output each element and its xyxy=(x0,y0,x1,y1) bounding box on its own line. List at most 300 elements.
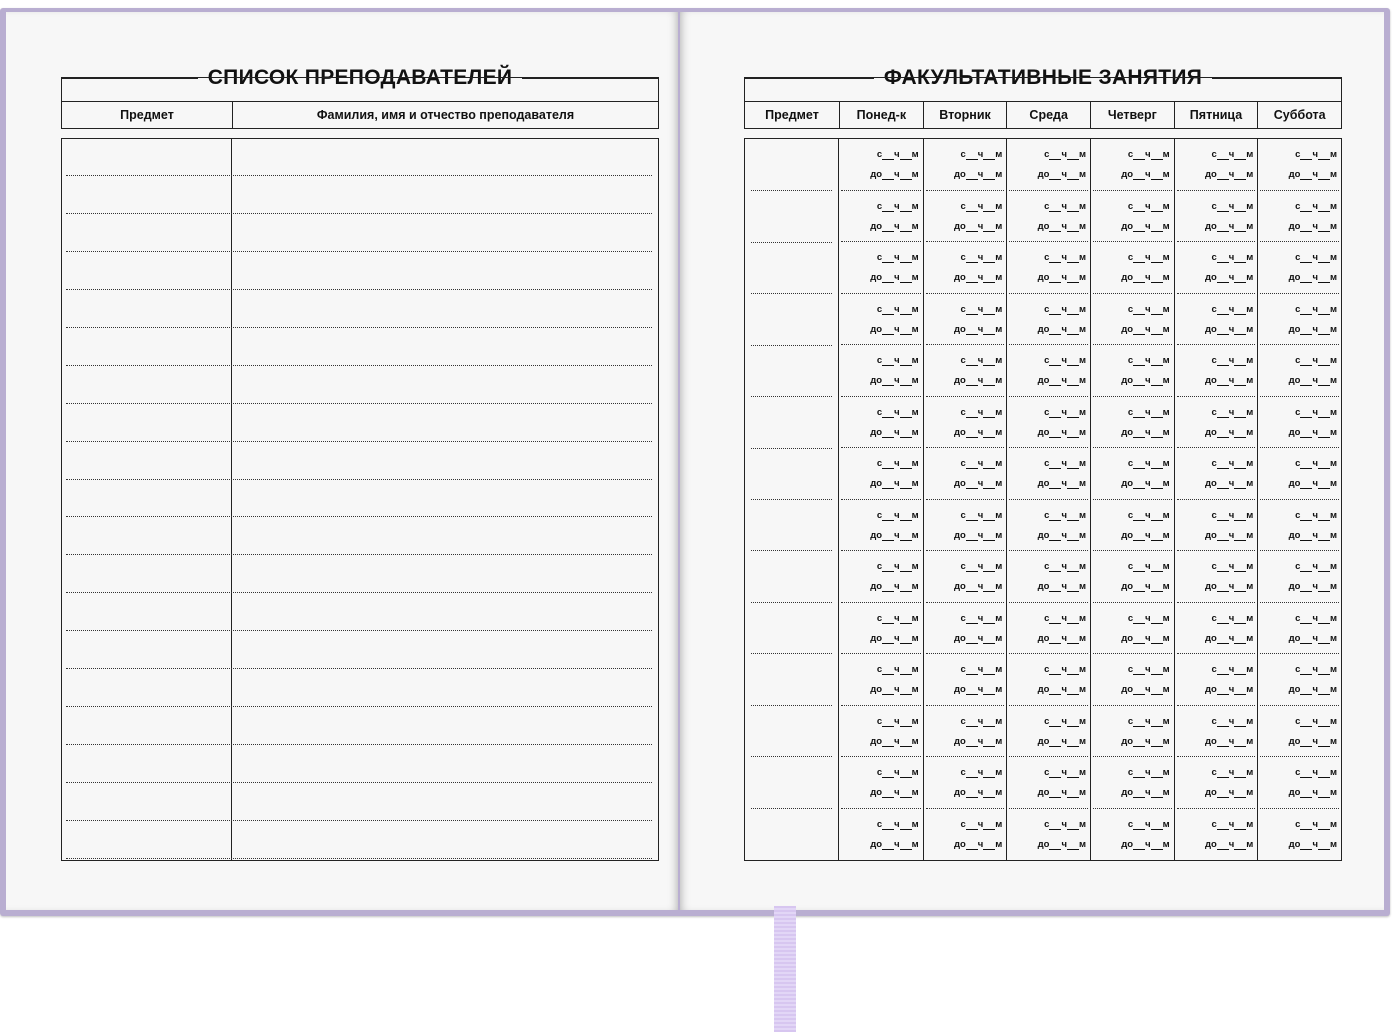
time-cell xyxy=(923,654,1007,706)
header-teacher: Фамилия, имя и отчество преподавателя xyxy=(232,102,658,128)
time-from-line xyxy=(960,511,1002,521)
from-label: с xyxy=(1211,406,1217,418)
time-cell xyxy=(839,294,923,346)
minutes-label: м xyxy=(911,478,919,489)
minutes-label: м xyxy=(1078,406,1086,418)
time-to-line xyxy=(1121,840,1169,850)
hours-label: ч xyxy=(977,787,984,798)
hours-label: ч xyxy=(1061,272,1067,283)
minutes-label: м xyxy=(1329,220,1337,232)
time-cell xyxy=(1257,603,1341,655)
minutes-label: м xyxy=(1246,375,1254,386)
hours-label: ч xyxy=(1312,355,1318,366)
minutes-label: м xyxy=(1329,458,1337,469)
hours-label: ч xyxy=(1145,458,1151,469)
from-label: с xyxy=(1127,509,1134,521)
time-cell xyxy=(923,757,1007,809)
time-cell xyxy=(1090,345,1174,397)
time-cell xyxy=(1257,757,1341,809)
to-label: до xyxy=(1288,735,1301,747)
minutes-label: м xyxy=(1162,664,1170,675)
time-to-line xyxy=(1289,376,1337,386)
hours-label: ч xyxy=(1145,252,1151,263)
hours-label: ч xyxy=(894,612,900,624)
from-label: с xyxy=(1211,509,1217,521)
from-label: с xyxy=(876,303,883,315)
to-label: до xyxy=(953,735,966,747)
minutes-label: м xyxy=(1329,252,1337,263)
hours-label: ч xyxy=(1145,200,1151,212)
minutes-label: м xyxy=(1162,632,1170,644)
time-cell xyxy=(1257,706,1341,758)
hours-label: ч xyxy=(1145,715,1151,727)
time-cell xyxy=(1090,706,1174,758)
minutes-label: м xyxy=(1162,767,1170,778)
time-cell xyxy=(1257,448,1341,500)
minutes-label: м xyxy=(911,406,919,418)
time-from-line xyxy=(1044,253,1086,263)
time-from-line xyxy=(1128,614,1170,624)
to-label: до xyxy=(1288,838,1301,850)
hours-label: ч xyxy=(894,200,900,212)
hours-label: ч xyxy=(977,252,984,263)
to-label: до xyxy=(1121,220,1134,232)
time-to-line xyxy=(1289,222,1337,232)
hours-label: ч xyxy=(1228,375,1235,386)
to-label: до xyxy=(1288,529,1301,541)
minutes-label: м xyxy=(1329,818,1337,830)
minutes-label: м xyxy=(995,478,1003,489)
time-from-line xyxy=(1295,150,1337,160)
from-label: с xyxy=(1295,715,1301,727)
minutes-label: м xyxy=(1078,632,1086,644)
time-cell xyxy=(1174,654,1258,706)
to-label: до xyxy=(870,375,883,386)
hours-label: ч xyxy=(1145,355,1151,366)
time-cell xyxy=(1090,448,1174,500)
hours-label: ч xyxy=(977,478,984,489)
time-cell xyxy=(1006,345,1090,397)
time-to-line xyxy=(870,325,918,335)
minutes-label: м xyxy=(911,272,919,283)
from-label: с xyxy=(960,149,966,160)
from-label: с xyxy=(1211,664,1217,675)
minutes-label: м xyxy=(1329,406,1337,418)
to-label: до xyxy=(1121,735,1134,747)
hours-label: ч xyxy=(977,375,984,386)
to-label: до xyxy=(1288,581,1301,592)
to-label: до xyxy=(953,478,966,489)
hours-label: ч xyxy=(1061,252,1067,263)
hours-label: ч xyxy=(1312,200,1318,212)
to-label: до xyxy=(1288,323,1301,335)
to-label: до xyxy=(870,220,883,232)
time-to-line xyxy=(1289,840,1337,850)
minutes-label: м xyxy=(1246,581,1254,592)
hours-label: ч xyxy=(894,509,900,521)
time-cell xyxy=(1257,551,1341,603)
to-label: до xyxy=(1121,581,1134,592)
time-to-line xyxy=(954,273,1002,283)
minutes-label: м xyxy=(1078,149,1086,160)
hours-label: ч xyxy=(1061,561,1067,572)
time-to-line xyxy=(1205,170,1253,180)
teacher-row-line xyxy=(66,213,652,214)
minutes-label: м xyxy=(1329,787,1337,798)
time-from-line xyxy=(1295,614,1337,624)
minutes-label: м xyxy=(911,715,919,727)
from-label: с xyxy=(1044,200,1050,212)
minutes-label: м xyxy=(1246,272,1254,283)
time-cell xyxy=(1174,448,1258,500)
minutes-label: м xyxy=(1162,561,1170,572)
teacher-row-line xyxy=(66,516,652,517)
to-label: до xyxy=(870,478,883,489)
minutes-label: м xyxy=(1078,787,1086,798)
to-label: до xyxy=(1037,323,1050,335)
from-label: с xyxy=(1044,715,1050,727)
minutes-label: м xyxy=(1078,375,1086,386)
subject-row-line xyxy=(751,808,832,809)
hours-label: ч xyxy=(1312,509,1318,521)
time-from-line xyxy=(877,150,919,160)
time-from-line xyxy=(1211,202,1253,212)
time-to-line xyxy=(1205,788,1253,798)
time-cell xyxy=(1006,603,1090,655)
from-label: с xyxy=(1127,355,1134,366)
from-label: с xyxy=(960,818,966,830)
time-from-line xyxy=(1044,202,1086,212)
minutes-label: м xyxy=(1329,612,1337,624)
minutes-label: м xyxy=(911,529,919,541)
minutes-label: м xyxy=(1329,303,1337,315)
hours-label: ч xyxy=(1145,632,1151,644)
hours-label: ч xyxy=(1061,787,1067,798)
hours-label: ч xyxy=(1145,426,1151,438)
hours-label: ч xyxy=(894,355,900,366)
teacher-row-line xyxy=(66,441,652,442)
time-to-line xyxy=(1121,634,1169,644)
minutes-label: м xyxy=(995,272,1003,283)
time-to-line xyxy=(1205,737,1253,747)
hours-label: ч xyxy=(1228,169,1235,180)
hours-label: ч xyxy=(1145,478,1151,489)
time-to-line xyxy=(1205,582,1253,592)
time-cell xyxy=(1174,603,1258,655)
to-label: до xyxy=(953,581,966,592)
minutes-label: м xyxy=(1078,355,1086,366)
time-to-line xyxy=(1205,634,1253,644)
hours-label: ч xyxy=(1145,838,1151,850)
to-label: до xyxy=(870,323,883,335)
time-to-line xyxy=(1121,685,1169,695)
to-label: до xyxy=(1121,426,1134,438)
minutes-label: м xyxy=(1078,426,1086,438)
header-day-fri: Пятница xyxy=(1174,102,1258,128)
time-cell xyxy=(923,191,1007,243)
to-label: до xyxy=(953,838,966,850)
minutes-label: м xyxy=(995,323,1003,335)
to-label: до xyxy=(1121,272,1134,283)
hours-label: ч xyxy=(1061,664,1067,675)
hours-label: ч xyxy=(1228,632,1235,644)
from-label: с xyxy=(1044,303,1050,315)
minutes-label: м xyxy=(995,426,1003,438)
hours-label: ч xyxy=(1228,612,1235,624)
time-from-line xyxy=(1044,562,1086,572)
from-label: с xyxy=(1295,200,1301,212)
time-cell xyxy=(1090,139,1174,191)
minutes-label: м xyxy=(1162,838,1170,850)
time-from-line xyxy=(1295,202,1337,212)
hours-label: ч xyxy=(1312,303,1318,315)
time-from-line xyxy=(1211,511,1253,521)
time-cell xyxy=(923,294,1007,346)
hours-label: ч xyxy=(1145,169,1151,180)
minutes-label: м xyxy=(1329,478,1337,489)
teacher-row-line xyxy=(66,782,652,783)
time-from-line xyxy=(877,202,919,212)
to-label: до xyxy=(1204,735,1217,747)
hours-label: ч xyxy=(977,664,984,675)
time-cell xyxy=(1006,191,1090,243)
hours-label: ч xyxy=(977,149,984,160)
time-from-line xyxy=(1044,614,1086,624)
minutes-label: м xyxy=(911,426,919,438)
time-from-line xyxy=(1044,717,1086,727)
time-to-line xyxy=(1038,376,1086,386)
time-from-line xyxy=(1295,768,1337,778)
hours-label: ч xyxy=(977,272,984,283)
hours-label: ч xyxy=(1228,272,1235,283)
time-to-line xyxy=(1289,582,1337,592)
hours-label: ч xyxy=(977,838,984,850)
from-label: с xyxy=(1211,612,1217,624)
hours-label: ч xyxy=(894,252,900,263)
hours-label: ч xyxy=(1145,767,1151,778)
hours-label: ч xyxy=(1312,612,1318,624)
time-cell xyxy=(1090,654,1174,706)
time-cell xyxy=(839,397,923,449)
time-to-line xyxy=(1038,685,1086,695)
hours-label: ч xyxy=(1145,561,1151,572)
hours-label: ч xyxy=(1228,664,1235,675)
time-cell xyxy=(839,706,923,758)
time-cell xyxy=(1090,757,1174,809)
minutes-label: м xyxy=(1329,355,1337,366)
to-label: до xyxy=(1121,169,1134,180)
to-label: до xyxy=(1204,529,1217,541)
hours-label: ч xyxy=(1228,818,1235,830)
time-to-line xyxy=(1121,325,1169,335)
time-from-line xyxy=(1128,665,1170,675)
hours-label: ч xyxy=(1228,529,1235,541)
subject-row-line xyxy=(751,242,832,243)
from-label: с xyxy=(960,612,966,624)
time-from-line xyxy=(877,511,919,521)
time-from-line xyxy=(1044,356,1086,366)
to-label: до xyxy=(1204,220,1217,232)
time-from-line xyxy=(960,356,1002,366)
time-cell xyxy=(1174,345,1258,397)
hours-label: ч xyxy=(894,735,900,747)
time-to-line xyxy=(1289,737,1337,747)
time-cell xyxy=(839,500,923,552)
from-label: с xyxy=(1044,664,1050,675)
minutes-label: м xyxy=(1162,426,1170,438)
minutes-label: м xyxy=(1246,355,1254,366)
hours-label: ч xyxy=(977,632,984,644)
to-label: до xyxy=(1037,735,1050,747)
to-label: до xyxy=(1121,838,1134,850)
time-cell xyxy=(1257,242,1341,294)
time-to-line xyxy=(954,582,1002,592)
to-label: до xyxy=(870,581,883,592)
time-cell xyxy=(1257,654,1341,706)
hours-label: ч xyxy=(1061,735,1067,747)
minutes-label: м xyxy=(995,375,1003,386)
from-label: с xyxy=(960,200,966,212)
to-label: до xyxy=(1288,169,1301,180)
minutes-label: м xyxy=(1162,200,1170,212)
to-label: до xyxy=(1288,375,1301,386)
time-to-line xyxy=(954,531,1002,541)
minutes-label: м xyxy=(1078,169,1086,180)
time-from-line xyxy=(1128,305,1170,315)
minutes-label: м xyxy=(1078,220,1086,232)
minutes-label: м xyxy=(1329,581,1337,592)
from-label: с xyxy=(876,149,883,160)
from-label: с xyxy=(960,767,966,778)
time-from-line xyxy=(1211,717,1253,727)
time-cell xyxy=(1174,397,1258,449)
minutes-label: м xyxy=(1329,200,1337,212)
hours-label: ч xyxy=(977,355,984,366)
minutes-label: м xyxy=(1246,735,1254,747)
time-cell xyxy=(1257,809,1341,861)
hours-label: ч xyxy=(1145,323,1151,335)
time-to-line xyxy=(1121,531,1169,541)
time-cell xyxy=(923,603,1007,655)
from-label: с xyxy=(1127,767,1134,778)
time-to-line xyxy=(1121,222,1169,232)
from-label: с xyxy=(960,458,966,469)
time-from-line xyxy=(1128,356,1170,366)
to-label: до xyxy=(1037,375,1050,386)
minutes-label: м xyxy=(995,581,1003,592)
time-from-line xyxy=(960,459,1002,469)
time-from-line xyxy=(960,408,1002,418)
from-label: с xyxy=(1127,149,1134,160)
minutes-label: м xyxy=(995,715,1003,727)
minutes-label: м xyxy=(1329,715,1337,727)
hours-label: ч xyxy=(977,220,984,232)
minutes-label: м xyxy=(911,509,919,521)
from-label: с xyxy=(876,664,883,675)
time-from-line xyxy=(1044,665,1086,675)
time-to-line xyxy=(1289,325,1337,335)
hours-label: ч xyxy=(894,684,900,695)
hours-label: ч xyxy=(894,767,900,778)
hours-label: ч xyxy=(1228,509,1235,521)
time-to-line xyxy=(1205,376,1253,386)
time-to-line xyxy=(954,376,1002,386)
teachers-header xyxy=(61,101,659,129)
time-from-line xyxy=(1128,768,1170,778)
minutes-label: м xyxy=(1078,509,1086,521)
minutes-label: м xyxy=(995,632,1003,644)
time-to-line xyxy=(1289,685,1337,695)
minutes-label: м xyxy=(995,169,1003,180)
hours-label: ч xyxy=(894,581,900,592)
from-label: с xyxy=(960,252,966,263)
time-to-line xyxy=(1205,531,1253,541)
from-label: с xyxy=(1044,406,1050,418)
time-from-line xyxy=(877,408,919,418)
time-cell xyxy=(1174,294,1258,346)
hours-label: ч xyxy=(1228,561,1235,572)
from-label: с xyxy=(1211,458,1217,469)
to-label: до xyxy=(870,169,883,180)
minutes-label: м xyxy=(1162,509,1170,521)
from-label: с xyxy=(1211,200,1217,212)
hours-label: ч xyxy=(894,818,900,830)
minutes-label: м xyxy=(1162,149,1170,160)
hours-label: ч xyxy=(894,303,900,315)
minutes-label: м xyxy=(911,612,919,624)
hours-label: ч xyxy=(1312,664,1318,675)
time-cell xyxy=(923,242,1007,294)
hours-label: ч xyxy=(1312,426,1318,438)
to-label: до xyxy=(953,684,966,695)
hours-label: ч xyxy=(1145,735,1151,747)
minutes-label: м xyxy=(1246,478,1254,489)
minutes-label: м xyxy=(995,406,1003,418)
to-label: до xyxy=(953,375,966,386)
teacher-row-line xyxy=(66,327,652,328)
from-label: с xyxy=(876,818,883,830)
time-from-line xyxy=(1295,665,1337,675)
hours-label: ч xyxy=(1145,149,1151,160)
from-label: с xyxy=(960,715,966,727)
time-to-line xyxy=(870,376,918,386)
time-to-line xyxy=(1121,788,1169,798)
to-label: до xyxy=(1037,787,1050,798)
teacher-row-line xyxy=(66,706,652,707)
time-cell xyxy=(1090,603,1174,655)
to-label: до xyxy=(1204,581,1217,592)
hours-label: ч xyxy=(1061,529,1067,541)
hours-label: ч xyxy=(1061,509,1067,521)
time-from-line xyxy=(1211,150,1253,160)
hours-label: ч xyxy=(1145,818,1151,830)
teachers-table xyxy=(61,138,659,861)
minutes-label: м xyxy=(1078,252,1086,263)
minutes-label: м xyxy=(995,838,1003,850)
time-from-line xyxy=(877,614,919,624)
minutes-label: м xyxy=(1329,684,1337,695)
hours-label: ч xyxy=(1312,787,1318,798)
minutes-label: м xyxy=(911,787,919,798)
to-label: до xyxy=(1121,323,1134,335)
minutes-label: м xyxy=(1246,303,1254,315)
time-from-line xyxy=(1044,768,1086,778)
from-label: с xyxy=(1044,458,1050,469)
hours-label: ч xyxy=(977,818,984,830)
time-cell xyxy=(1006,654,1090,706)
hours-label: ч xyxy=(894,323,900,335)
to-label: до xyxy=(953,632,966,644)
